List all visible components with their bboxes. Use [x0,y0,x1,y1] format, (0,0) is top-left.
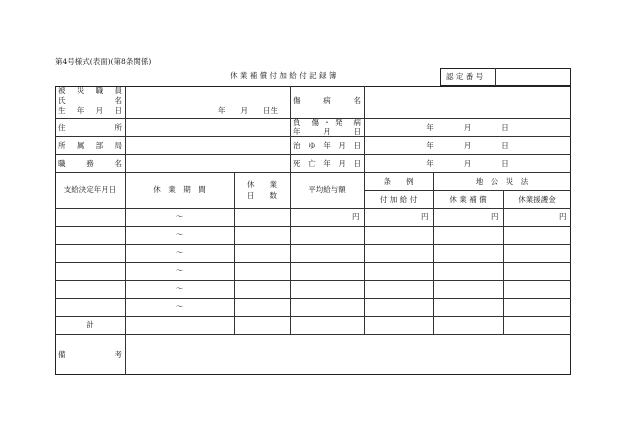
yen-mark: 円 [421,212,429,221]
col-days-2: 日 数 [247,191,277,200]
injury-label: 傷 病 名 [293,96,361,105]
col-avg-salary: 平均給与額 [308,185,346,194]
col-days-1: 休 業 [247,180,277,189]
form-title: 休 業 補 償 付 加 給 付 記 録 簿 [230,71,337,80]
col-aid: 休業援護金 [518,195,556,204]
birth-date-text: 年 月 日生 [218,106,278,115]
tilde-mark: ～ [175,212,184,221]
dept-label: 所 属 部 局 [58,141,122,150]
remarks-label: 備 考 [58,350,122,359]
yen-mark: 円 [491,212,499,221]
col-decision-date: 支給決定年月日 [63,185,117,194]
col-period: 休 業 期 間 [153,185,206,194]
yen-mark: 円 [352,212,360,221]
tilde-mark: ～ [175,302,184,311]
col-compensation: 休 業 補 償 [449,195,487,204]
tilde-mark: ～ [175,230,184,239]
remarks-field[interactable] [127,336,569,373]
onset-date-text: 年 月 日 [426,123,509,132]
victim-label-1: 被 災 職 員 [58,86,122,95]
death-date-text: 年 月 日 [426,159,509,168]
group-local-act: 地 公 災 法 [475,177,529,186]
victim-label-2: 氏 名 [58,96,122,105]
group-ordinance: 条 例 [383,177,414,186]
cure-label: 治 ゆ 年 月 日 [293,141,361,150]
tilde-mark: ～ [175,284,184,293]
tilde-mark: ～ [175,266,184,275]
cure-date-text: 年 月 日 [426,141,509,150]
form-number: 第4号様式(表面)(第8条関係) [55,57,152,66]
victim-label-3: 生 年 月 日 [58,106,122,115]
job-label: 職 務 名 [58,159,122,168]
address-label: 住 所 [58,123,122,132]
yen-mark: 円 [559,212,567,221]
onset-label-2: 年 月 日 [293,127,361,136]
cert-label: 認 定 番 号 [446,72,484,81]
death-label: 死 亡 年 月 日 [293,159,361,168]
tilde-mark: ～ [175,248,184,257]
total-label: 計 [86,320,94,329]
col-additional-benefit: 付 加 給 付 [379,195,418,204]
onset-label-1: 負 傷・発 病 [293,118,361,127]
